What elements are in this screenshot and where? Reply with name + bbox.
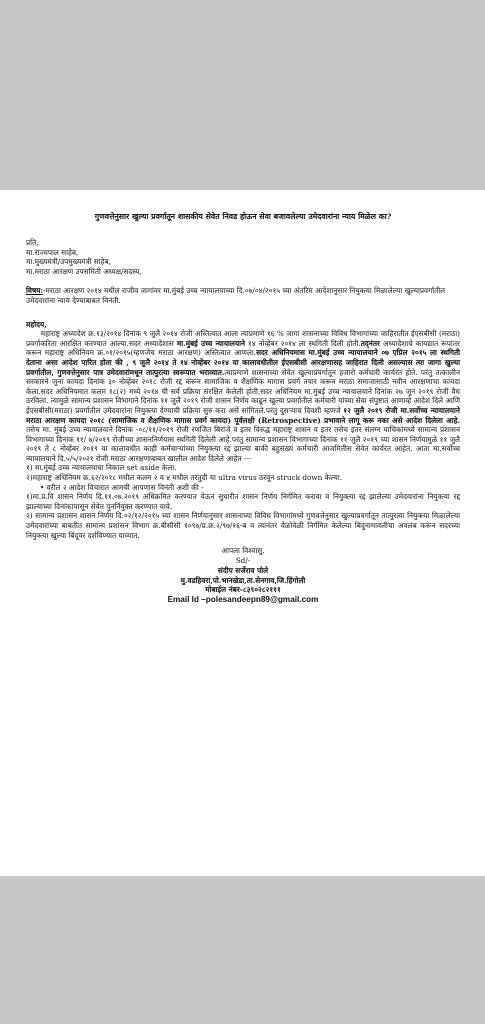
letter-title: गुणवत्तेनुसार खुल्या प्रवर्गातून शासकीय सेवेत निवड होऊन सेवा बजावलेल्या उमेदवारांना न्याय मिळेल का? — [94, 212, 392, 221]
para-text: त्याप्रमाणे शासनाच्या सेवेत खुल्याप्रवर्गातून हजारो कर्मचारी कार्यरत होते. परंतु तत्कालीन सरकारने जुना कायदा दिनांक ३० नोव्हेंबर २०१८ रोजी रद्द करून सामाजिक व शैक्षणिक मागास प्रवर्ग तयार करून मराठा समाजासाठी नवीन आरक्षणाचा कायदा केला.सदर अधिनियमात कलम १८(२) मध्ये २०१४ ची सर्व प्रक्रिया संरक्षित केलेली होती.सदर अधिनियम मा.मुंबई उच्च न्यायालयाने दिनांक २७ जून २०१९ रोजी वैध ठरविला. त्यामुळे सामान्य प्रशासन विभागाने दिनांक ११ जुलै २०१९ रोजी शासन निर्णय काढून खुल्या प्रवर्गातील कर्मचारी यांच्या सेवा संपुष्टात आणाव्हे आदेश दिले आणि ईएसबीसी(मराठा) प्रवर्गातील उमेदवारांना नियुक्त्या देण्याची प्रक्रिया सुरु करा असे सांगितले.परंतु दुसऱ्याच दिवशी म्हणजे — [26, 367, 460, 415]
para-text: १४ नोव्हेंबर २०१४ ला स्थगिती दिली होती. — [248, 338, 361, 348]
subject-text: -मराठा आरक्षण २०१४ मधील राजीव जागांवर मा.मुंबई उच्च न्यायालयाच्या दि.०७/०४/२०१५ च्या अंतरिम आदेशानुसार नियुक्त्या मिळालेल्या खुल्याप्रवर्गातील उमेदवारांना न्याय देण्याबाबत विनंती. — [26, 286, 446, 305]
para-text: अध्यादेशाचे कायद्यात रूपांतर करून महाराष्ट्र अधिनियम क्र.०१/२०१५(म्हणजेच मराठा आरक्षण) अस्तित्वात आणला. — [26, 338, 460, 358]
subject-line — [26, 286, 460, 305]
sender-email: Email Id –polesandeepn89@gmail.com — [167, 595, 319, 605]
request-item: १)मा.प्र.वि शासन निर्णय दि.११.०७.२०१९ अधिक्रमित करण्यात येऊन सुधारीत शासन निर्णय निर्गमित करावा व नियुक्त्या रद्द झालेल्या उमेदवारांना नियुक्त्या रद्द झाल्याच्या दिनांकापासून सेवेत पुनर्नियुक्त करण्यात यावे. — [26, 492, 460, 511]
request-note: • वरील २ आदेश विचारात आमची आपणास विनंती अशी की - — [40, 482, 204, 492]
request-item: २) सामान्य प्रशासन शासन निर्णय दि.०२/१२/२०१५ च्या शासन निर्णयानुसार शासनाच्या विविध विभागांमध्ये गुणवत्तेनुसार खुल्याप्रवर्गातून तात्पुरत्या नियुक्त्या मिळालेल्या उमेदवारांच्या बाबतीत सामान्य प्रशासन विभाग क्र.बीसीसी १०९७/प्र.क्र.२/९७/१६-ब व त्यानंतर वेळोवेळी निर्गमित केलेल्या बिंदुनामावलीचा अवलंब करून सदरच्या नियुक्त्या खुल्या बिंदूवर दर्शविण्यात याव्यात. — [26, 511, 461, 540]
to-label: प्रति, — [26, 238, 39, 247]
para-bold-text: सदर अधिनियमास मा.मुंबई उच्च न्यायालयाने ०७ एप्रिल २०१५ ला स्थगिती देताना असा आदेश पारित होता की , ९ जुलै २०१४ ते १४ नोव्हेंबर २०१४ या कालावधीतील ईएसबीसी आरक्षणासह जाहिरात दिली असल्यास त्या जागा खुल्या प्रवर्गातील, गुणवत्तेनुसार पात्र उमेदवारांमधून तात्पुरत्या स्वरूपात भराव्यात. — [26, 348, 460, 377]
sender-mobile: मोबाईल नंबर-८३९०२८२१११ — [205, 585, 281, 595]
para-bold-text: १२ जुलै २०१९ रोजी मा.सर्वोच्च न्यायालयाने मराठा आरक्षण कायदा २०१८ (सामाजिक व शैक्षणिक मागास प्रवर्ग कायदा) पूर्वलक्षी (Retrospective) प्रभावाने लागू करू नका असे आदेश दिलेला आहे. — [26, 405, 460, 425]
sender-address: मु.वडहिवरा,पो.भानखेडा,ता.सेनगाव,जि.हिंगोली — [180, 575, 306, 585]
signature-block — [26, 546, 460, 605]
order-item: १) मा.मुंबई उच्च न्यायालयाचा निकाल set aside केला. — [26, 463, 177, 473]
order-item: २)महाराष्ट्र अधिनियम क्र.६२/२०१८ मधील कलम २ व ४ मधील तरतुदी या ultra virus ठरवून struck down केल्या. — [26, 473, 343, 483]
letter-content — [26, 212, 460, 605]
sd-text: Sd/- — [235, 556, 251, 566]
salutation: महोदय, — [26, 319, 47, 329]
recipient-line: मा.राज्यपाल साहेब, — [26, 247, 79, 257]
letter-page — [0, 190, 485, 876]
letter-body — [26, 329, 460, 540]
subject-label: विषय: — [26, 286, 44, 296]
body-paragraph — [26, 329, 460, 463]
para-bold-text: मा.मुंबई उच्च न्यायालयाने — [176, 338, 246, 348]
recipient-line: मा.मुख्यमंत्री/उपमुख्यमंत्री साहेब, — [26, 257, 111, 267]
recipient-line: मा.मराठा आरक्षण उपसमिती अध्यक्ष/सदस्य, — [26, 266, 142, 276]
recipient-block — [26, 238, 460, 276]
para-text: तसेच मा. मुंबई उच्च न्यायालयाने दिनांक -०८/११/२०१९ रोजी रणजित बिरांजे व इतर विरुद्ध महाराष्ट्र शासन व इतर तसेच इतर संलग्न याचिकांमध्ये सामान्य प्रशासन विभागाच्या दिनांक ११/ ७/२०१९ रोजीच्या शासननिर्णयास स्थगिती दिलेली आहे.परंतु सामान्य प्रशासन विभागाच्या दिनांक ११ जुलै २०१९ च्या शासन निर्णयामुळे ११ जुलै २०१९ ते ८ नोव्हेंबर २०१९ या कालावधीत काही कर्मचाऱ्यांच्या नियुक्त्या रद्द झाल्या बाकी बहुसंख्य कर्मचारी आजमितीस सेवेत कार्यरत आहेत, आता मा.सर्वोच्च न्यायालयाने दि.५/५/२०२१ रोजी मराठा आरक्षणाबाबत खालील आदेश दिलेले आहेत --- — [26, 425, 460, 463]
top-gray-band — [0, 0, 485, 190]
closing-text: आपला विश्वासु, — [221, 546, 265, 556]
para-bold-text: तद्नंतर — [360, 338, 380, 348]
bottom-gray-band — [0, 876, 485, 1024]
para-text: महाराष्ट्र अध्यादेश क्र.१३/२०१४ दिनांक ९ जुलै २०१४ रोजी अस्तित्वात आला त्याप्रमाणे १६ % जागा शासनाच्या विविध विभागांच्या जाहिरातीत ईएसबीसी (मराठा) प्रवर्गाकरिता आरक्षित करण्यात आल्या.सदर अध्यादेशास — [26, 329, 461, 348]
sender-name: संदीप सर्जेराव पोले — [217, 565, 269, 575]
